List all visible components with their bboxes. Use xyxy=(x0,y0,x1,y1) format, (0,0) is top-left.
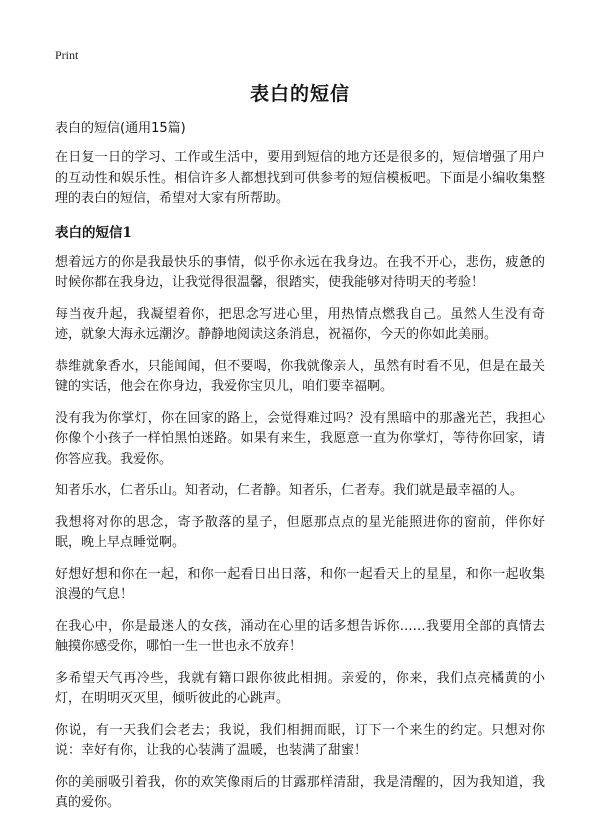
body-paragraph: 我想将对你的思念，寄予散落的星子，但愿那点点的星光能照进你的窗前，伴你好眠，晚上早点睡觉啊。 xyxy=(55,514,545,550)
body-paragraph: 你说，有一天我们会老去；我说，我们相拥而眠，订下一个来生的约定。只想对你说：幸好有你，让我的心装满了温暖，也装满了甜蜜！ xyxy=(55,722,545,758)
section-heading: 表白的短信1 xyxy=(55,224,132,241)
page-title: 表白的短信 xyxy=(249,83,350,105)
body-paragraph: 在我心中，你是最迷人的女孩，涌动在心里的话多想告诉你……我要用全部的真情去触摸你感受你，哪怕一生一世也永不放弃！ xyxy=(55,618,545,654)
print-label[interactable]: Print xyxy=(55,48,79,62)
body-paragraph: 你的美丽吸引着我，你的欢笑像雨后的甘露那样清甜，我是清醒的，因为我知道，我真的爱你。 xyxy=(55,774,545,810)
intro-paragraph: 在日复一日的学习、工作或生活中，要用到短信的地方还是很多的，短信增强了用户的互动性和娱乐性。相信许多人都想找到可供参考的短信模板吧。下面是小编收集整理的表白的短信，希望对大家有所帮助。 xyxy=(55,150,545,206)
body-paragraph: 想着远方的你是我最快乐的事情，似乎你永远在我身边。在我不开心，悲伤，疲惫的时候你都在我身边，让我觉得很温馨，很踏实，使我能够对待明天的考验！ xyxy=(55,254,545,290)
body-paragraph: 没有我为你掌灯，你在回家的路上，会觉得难过吗？没有黑暗中的那盏光芒，我担心你像个小孩子一样怕黑怕迷路。如果有来生，我愿意一直为你掌灯，等待你回家，请你答应我。我爱你。 xyxy=(55,410,545,467)
body-paragraphs xyxy=(55,253,545,814)
body-paragraph: 好想好想和你在一起，和你一起看日出日落，和你一起看天上的星星，和你一起收集浪漫的气息！ xyxy=(55,566,545,602)
document-subtitle: 表白的短信(通用15篇) xyxy=(55,121,186,136)
body-paragraph: 多希望天气再冷些，我就有籍口跟你彼此相拥。亲爱的，你来，我们点亮橘黄的小灯，在明明灭灭里，倾听彼此的心跳声。 xyxy=(55,670,545,706)
body-paragraph: 知者乐水，仁者乐山。知者动，仁者静。知者乐，仁者寿。我们就是最幸福的人。 xyxy=(55,483,524,498)
body-paragraph: 每当夜升起，我凝望着你，把思念写进心里，用热情点燃我自己。虽然人生没有奇迹，就象大海永远潮汐。静静地阅读这条消息，祝福你，今天的你如此美丽。 xyxy=(55,306,545,342)
body-paragraph: 恭维就象香水，只能闻闻，但不要喝，你我就像亲人，虽然有时看不见，但是在最关键的实话，他会在你身边，我爱你宝贝儿，咱们要幸福啊。 xyxy=(55,358,545,394)
